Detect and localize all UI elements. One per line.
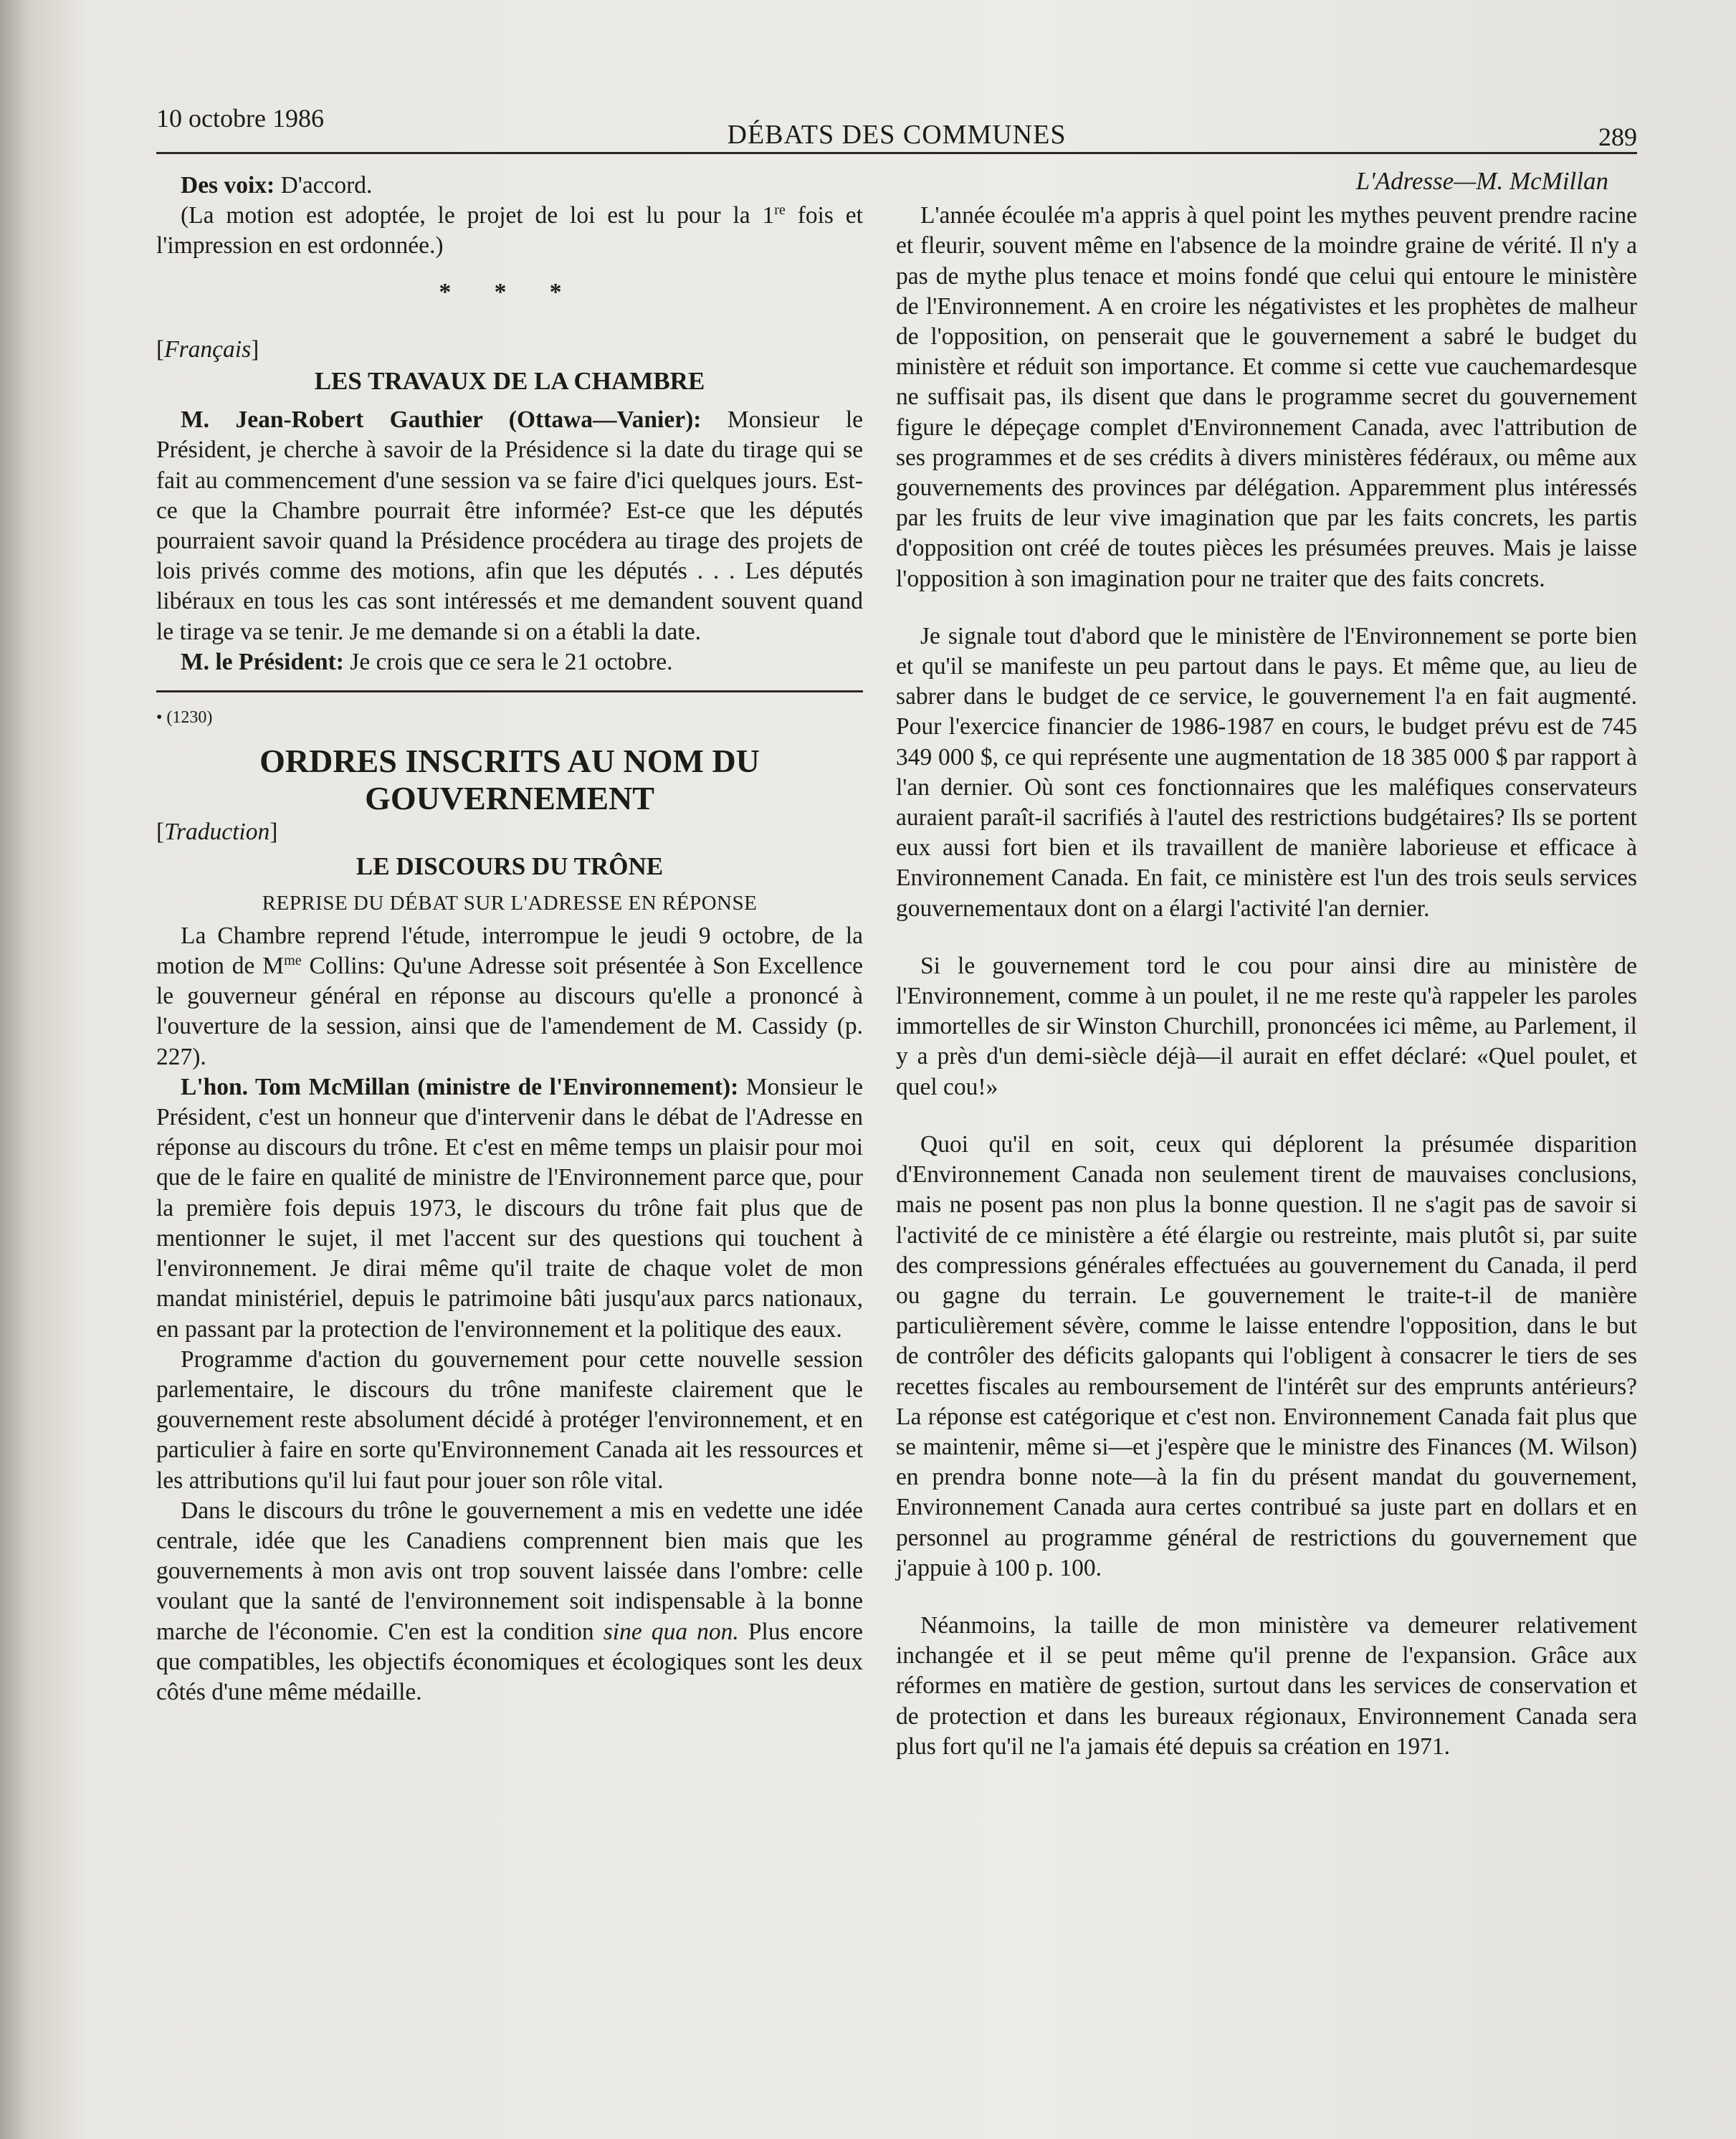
header-title: DÉBATS DES COMMUNES — [727, 120, 1067, 150]
superscript-re: re — [774, 202, 786, 219]
idea-text-a: Dans le discours du trône le gouvernement a mis en vedette une idée centrale, idée que les Canadiens comprennent bien mais que les gouvernements à mon avis ont trop souvent laissée dans l'ombre: celle voulant que la santé de l'environnement soit indispensable à la bonne marche de l'économie. C'en est la condition — [156, 1497, 863, 1645]
header-date: 10 octobre 1986 — [156, 104, 324, 133]
page-number: 289 — [1598, 123, 1637, 151]
expansion-paragraph: Néanmoins, la taille de mon ministère va demeurer relativement inchangée et il se peut même qu'il prenne de l'expansion. Grâce aux réformes en matière de gestion, surtout dans les services de conservation et de protection et dans les bureaux régionaux, Environnement Canada sera plus fort qu'il ne l'a jamais été depuis sa création en 1971. — [896, 1611, 1637, 1760]
language-label: Français — [164, 335, 252, 363]
mcmillan-paragraph — [156, 1072, 863, 1345]
resume-paragraph — [156, 921, 863, 1072]
program-paragraph: Programme d'action du gouvernement pour cette nouvelle session parlementaire, le discours du trône manifeste clairement que le gouvernement reste absolument décidé à protéger l'environnement, et en particulier à faire en sorte qu'Environnement Canada ait les ressources et les attributions qu'il lui faut pour jouer son rôle vital. — [156, 1345, 863, 1494]
section-heading-throne-speech: LE DISCOURS DU TRÔNE — [356, 852, 664, 881]
section-separator: * * * — [439, 278, 581, 305]
speaker-mcmillan: L'hon. Tom McMillan (ministre de l'Environnement): — [181, 1073, 739, 1100]
motion-adopted-text-a: (La motion est adoptée, le projet de loi est lu pour la 1 — [181, 202, 775, 229]
timestamp: • (1230) — [156, 708, 213, 728]
language-note-francais: [Français] — [156, 335, 259, 363]
section-heading-government-orders: ORDRES INSCRITS AU NOM DU GOUVERNEMENT — [259, 743, 760, 817]
resume-text-a: La Chambre reprend l'étude, interrompue le jeudi 9 octobre, de la motion de M — [156, 922, 863, 980]
superscript-me: me — [284, 952, 302, 968]
language-label: Traduction — [164, 819, 270, 846]
mcmillan-text: Monsieur le Président, c'est un honneur que d'intervenir dans le débat de l'Adresse en réponse au discours du trône. Et c'est en même temps un plaisir pour moi que de le faire en qualité de ministre de l'Environnement parce que, pour la première fois depuis 1973, le discours du trône fait plus que de mentionner le sujet, il met l'accent sur des questions qui touchent à l'environnement. Je dirai même qu'il traite de chaque volet de mon mandat ministériel, depuis le patrimoine bâti jusqu'aux parcs nationaux, en passant par la protection de l'environnement et la politique des eaux. — [156, 1073, 863, 1343]
myths-paragraph: L'année écoulée m'a appris à quel point les mythes peuvent prendre racine et fleurir, souvent même en l'absence de la moindre graine de vérité. Il n'y a pas de mythe plus tenace et moins fondé que celui qui entoure le ministère de l'Environnement. A en croire les négativistes et les prophètes de malheur de l'opposition, on penserait que le gouvernement a sabré le budget du ministère et réduit son importance. Et comme si cette vue cauchemardesque ne suffisait pas, ils disent que dans le programme secret du gouvernement figure le dépeçage complet d'Environnement Canada, avec l'attribution de ses programmes et de ses crédits à divers ministères fédéraux, ou même aux gouvernements des provinces par délégation. Apparemment plus intéressés par les fruits de leur vive imagination que par les faits concrets, les partis d'opposition ont créé de toutes pièces les présumées preuves. Mais je laisse l'opposition à son imagination pour ne traiter que des faits concrets. — [896, 202, 1637, 592]
speaker-president: M. le Président: — [181, 648, 344, 675]
president-paragraph — [156, 647, 863, 677]
motion-adopted-paragraph — [156, 201, 863, 261]
running-head: L'Adresse—M. McMillan — [1355, 167, 1608, 195]
voices-text: D'accord. — [280, 172, 373, 199]
section-heading-house-business: LES TRAVAUX DE LA CHAMBRE — [314, 367, 705, 396]
left-column — [156, 171, 863, 1707]
resume-text-b: Collins: Qu'une Adresse soit présentée à Son Excellence le gouverneur général en réponse au discours qu'elle a prononcé à l'ouverture de la session, ainsi que de l'amendement de M. Cassidy (p. 227). — [156, 953, 864, 1070]
right-column — [896, 167, 1637, 1762]
speaker-voices: Des voix: — [181, 172, 275, 199]
idea-italic: sine qua non. — [603, 1618, 739, 1645]
budget-paragraph: Je signale tout d'abord que le ministère de l'Environnement se porte bien et qu'il se manifeste un peu partout dans le pays. Et même que, au lieu de sabrer dans le budget de ce service, le gouvernement l'a en fait augmenté. Pour l'exercice financier de 1986-1987 en cours, le budget prévu est de 745 349 000 $, ce qui représente une augmentation de 18 385 000 $ par rapport à l'an dernier. Où sont ces fonctionnaires que les maléfiques conservateurs auraient paraît-il sacrifiés à l'autel des restrictions budgétaires? Ils se portent eux aussi fort bien et ils travaillent de manière laborieuse et efficace à Environnement Canada. En fait, ce ministère est l'un des trois seuls services gouvernementaux dont on a élargi l'activité l'an dernier. — [896, 622, 1637, 922]
speaker-gauthier: M. Jean-Robert Gauthier (Ottawa—Vanier): — [181, 406, 702, 434]
churchill-paragraph: Si le gouvernement tord le cou pour ainsi dire au ministère de l'Environnement, comme à un poulet, il ne me reste qu'à rappeler les paroles immortelles de sir Winston Churchill, prononcées ici même, au Parlement, il y a près d'un demi-siècle déjà—il aurait en effet déclaré: «Quel poulet, et quel cou!» — [896, 952, 1637, 1100]
president-text: Je crois que ce sera le 21 octobre. — [343, 648, 673, 675]
horizontal-rule — [156, 690, 863, 692]
gauthier-paragraph — [156, 405, 863, 647]
voices-paragraph — [156, 171, 863, 201]
question-paragraph: Quoi qu'il en soit, ceux qui déplorent la présumée disparition d'Environnement Canada non seulement tirent de mauvaises conclusions, mais ne posent pas non plus la bonne question. Il ne s'agit pas de savoir si l'activité de ce ministère a été élargie ou restreinte, mais plutôt si, par suite des compressions générales effectuées au gouvernement du Canada, il perd ou gagne du terrain. Le gouvernement le traite-t-il de manière particulièrement sévère, comme le laisse entendre l'opposition, dans le but de contrôler des déficits galopants qui l'obligent à consacrer le tiers de ses recettes fiscales au remboursement de l'intérêt sur des emprunts antérieurs? La réponse est catégorique et c'est non. Environnement Canada fait plus que se maintenir, même si—et j'espère que le ministre des Finances (M. Wilson) en prendra bonne note—à la fin du présent mandat du gouvernement, Environnement Canada aura certes contribué sa juste part en dollars et en personnel au programme général de restrictions du gouvernement que j'appuie à 100 p. 100. — [896, 1130, 1637, 1581]
page-header — [156, 100, 1637, 154]
debate-subheading: REPRISE DU DÉBAT SUR L'ADRESSE EN RÉPONSE — [262, 891, 758, 915]
gauthier-text: Monsieur le Président, je cherche à savoir de la Présidence si la date du tirage qui se fait au commencement d'une session va se faire d'ici quelques jours. Est-ce que la Chambre pourrait être informée? Est-ce que les députés pourraient savoir quand la Présidence procédera au tirage des projets de lois privés comme des motions, afin que les députés . . . Les députés libéraux en tous les cas sont intéressés et me demandent souvent quand le tirage va se tenir. Je me demande si on a établi la date. — [156, 406, 863, 645]
motion-adopted-text-b: fois et l'impression en est ordonnée.) — [156, 202, 863, 259]
language-note-traduction: [Traduction] — [156, 819, 278, 846]
central-idea-paragraph — [156, 1496, 863, 1707]
idea-text-b: Plus encore que compatibles, les objectifs économiques et écologiques sont les deux côtés d'une même médaille. — [156, 1618, 863, 1705]
